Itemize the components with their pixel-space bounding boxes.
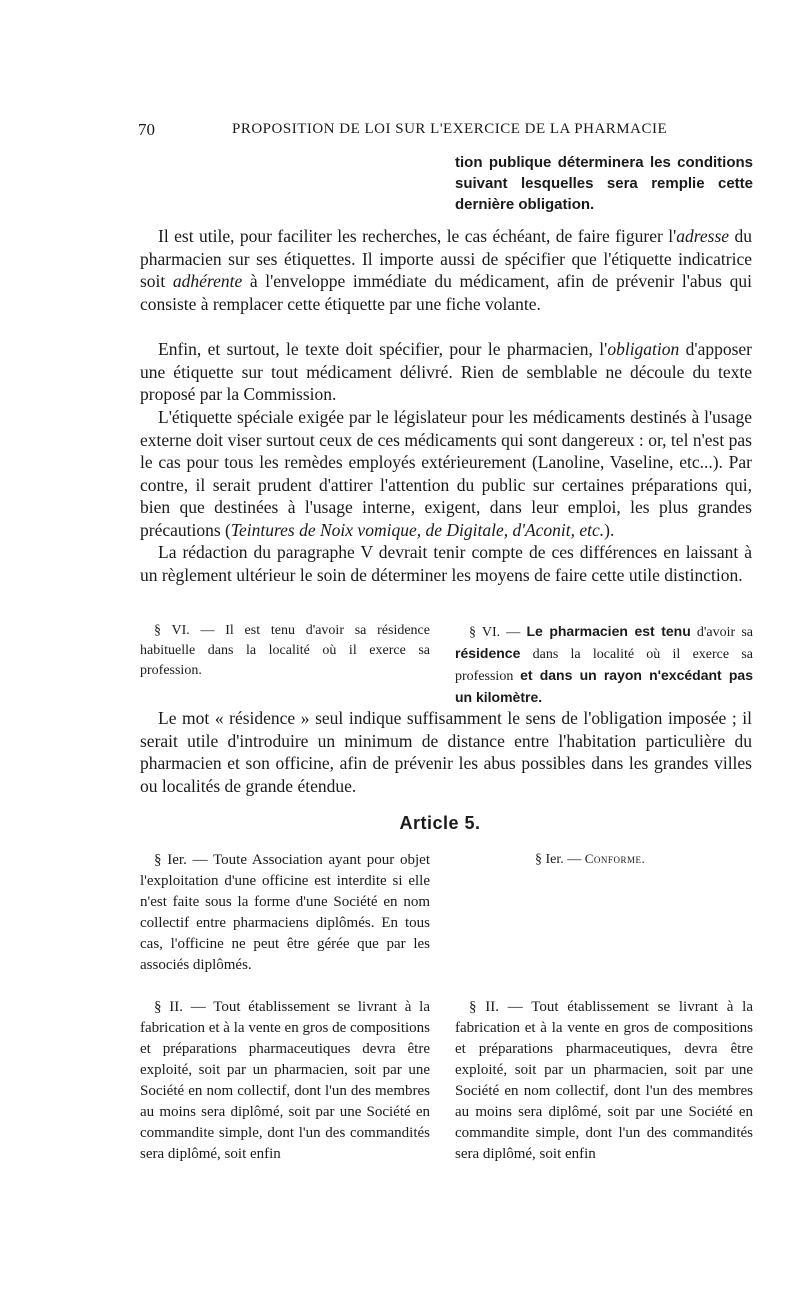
- running-header: PROPOSITION DE LOI SUR L'EXERCICE DE LA PHARMACIE: [232, 121, 668, 137]
- continued-amendment-text: tion publique déterminera les conditions suivant lesquelles sera remplie cette dernière obligation.: [455, 154, 753, 213]
- section-vi-original: § VI. — Il est tenu d'avoir sa résidence habituelle dans la localité où il exerce sa profession.: [140, 623, 430, 678]
- paragraph-adresse: Il est utile, pour faciliter les recherches, le cas échéant, de faire figurer l'adresse du pharmacien sur ses étiquettes. Il importe aussi de spécifier que l'étiquette indicatrice soit adhérente à l'enveloppe immédiate du médicament, afin de prévenir l'abus qui consiste à remplacer cette étiquette par une fiche volante.: [140, 226, 753, 314]
- paragraph-residence: Le mot « résidence » seul indique suffisamment le sens de l'obligation imposée ; il serait utile d'introduire un minimum de distance entre l'habitation particulière du pharmacien et son officine, afin de prévenir les abus possibles dans les grandes villes ou localités de grande étendue.: [140, 708, 752, 796]
- section-vi-amended: § VI. — Le pharmacien est tenu d'avoir sa résidence dans la localité où il exerce sa profession et dans un rayon n'excédant pas un kilomètre.: [455, 623, 753, 705]
- article5-section1-amended: § Ier. — Conforme.: [535, 851, 646, 867]
- article5-section1-original: § Ier. — Toute Association ayant pour objet l'exploitation d'une officine est interdite si elle n'est faite sous la forme d'une Société en nom collectif entre pharmaciens diplômés. En tous cas, l'officine ne peut être gérée que par les associés diplômés.: [140, 852, 430, 973]
- article-heading: Article 5.: [399, 813, 481, 833]
- paragraph-redaction: La rédaction du paragraphe V devrait tenir compte de ces différences en laissant à un règlement ultérieur le soin de déterminer les moyens de faire cette utile distinction.: [140, 542, 752, 585]
- article5-section2-original: § II. — Tout établissement se livrant à la fabrication et à la vente en gros de compositions et préparations pharmaceutiques devra être exploité, soit par un pharmacien, soit par une Société en nom collectif, dont l'un des membres au moins sera diplômé, soit par une Société en commandite simple, dont l'un des commandités sera diplômé, soit enfin: [140, 999, 430, 1162]
- page-number: 70: [138, 120, 155, 139]
- paragraph-obligation: Enfin, et surtout, le texte doit spécifier, pour le pharmacien, l'obligation d'apposer une étiquette sur tout médicament délivré. Rien de semblable ne découle du texte proposé par la Commission.: [140, 339, 753, 405]
- article5-section2-amended: § II. — Tout établissement se livrant à la fabrication et à la vente en gros de compositions et préparations pharmaceutiques, devra être exploité, soit par un pharmacien, soit par une Société en nom collectif, dont l'un des membres au moins sera diplômé, soit par une Société en commandite simple, dont l'un des commandités sera diplômé, soit enfin: [455, 999, 753, 1162]
- paragraph-etiquette-speciale: L'étiquette spéciale exigée par le législateur pour les médicaments destinés à l'usage externe doit viser surtout ceux de ces médicaments qui sont dangereux : or, tel n'est pas le cas pour tous les remèdes employés extérieurement (Lanoline, Vaseline, etc...). Par contre, il serait prudent d'attirer l'attention du public sur certaines préparations qui, bien que destinées à l'usage interne, exigent, dans leur emploi, les plus grandes précautions (Teintures de Noix vomique, de Digitale, d'Aconit, etc.).: [140, 407, 752, 540]
